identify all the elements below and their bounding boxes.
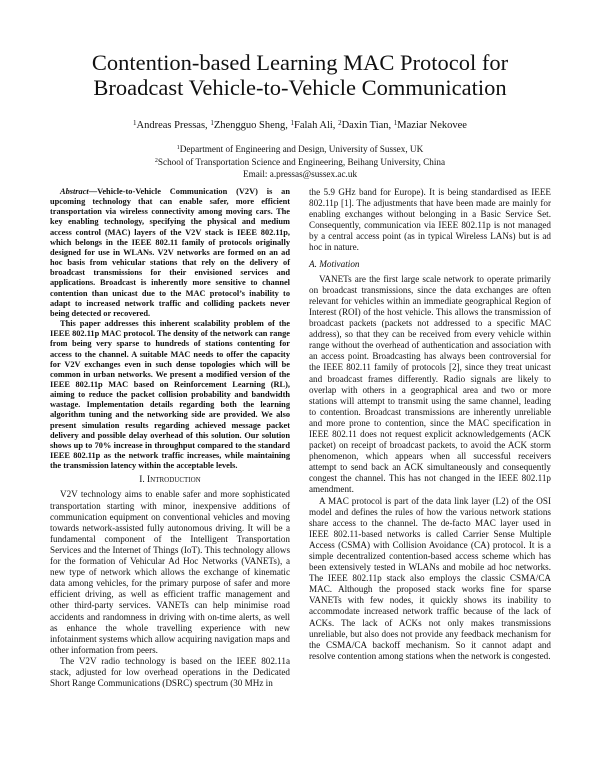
motivation-paragraph-2: A MAC protocol is part of the data link layer (L2) of the OSI model and defines the rules of how the various network stations share access to the channel. The de-facto MAC layer used in IEEE 802.11-based networks is called Carrier Sense Multiple Access (CSMA) with Collision Avoidance (CA) protocol. It is a simple decentralized contention-based access scheme which has been extensively tested in WLANs and mobile ad hoc networks. The IEEE 802.11p stack also employs the classic CSMA/CA MAC. Although the proposed stack works fine for sparse VANETs with few nodes, it quickly shows its inability to accommodate increased network traffic because of the lack of ACKs. The lack of ACKs not only makes transmissions unreliable, but also does not provide any feedback mechanism for the CSMA/CA backoff mechanism. So it cannot adapt and resolve contention among stations when the network is congested. <box>309 495 551 661</box>
intro-paragraph-2: The V2V radio technology is based on the IEEE 802.11a stack, adjusted for low overhead operations in the Dedicated Short Range Communications (DSRC) spectrum (30 MHz in <box>50 655 290 689</box>
intro-paragraph-2-continued: the 5.9 GHz band for Europe). It is being standardised as IEEE 802.11p [1]. The adjustments that have been made are mainly for enabling exchanges without belonging in a Basic Service Set. Consequently, communication via IEEE 802.11p is not managed by a central access point (as in typical Wireless LANs) but is ad hoc in nature. <box>309 187 551 253</box>
affiliations <box>40 142 560 181</box>
subsection-heading-motivation: A. Motivation <box>309 258 360 269</box>
title-line-2: Broadcast Vehicle-to-Vehicle Communication <box>93 75 507 100</box>
author-list <box>40 119 560 131</box>
abstract-text-1: —Vehicle-to-Vehicle Communication (V2V) is an upcoming technology that can enable safer, more efficient transportation via wireless connectivity among moving cars. The key enabling technology, specifying the physical and medium access control (MAC) layers of the V2V stack is IEEE 802.11p, which belongs in the IEEE 802.11 family of protocols originally designed for use in WLANs. V2V networks are formed on an ad hoc basis from vehicular stations that rely on the delivery of broadcast transmissions for their envisioned services and applications. Broadcast is inherently more sensitive to channel contention than unicast due to the MAC protocol’s inability to adapt to increased network traffic and colliding packets never being detected or recovered. <box>50 187 290 318</box>
author-email: Email: a.pressas@sussex.ac.uk <box>242 169 358 180</box>
abstract <box>50 187 290 471</box>
author-1-marker: 1 <box>133 119 137 127</box>
affiliation-1-text: Department of Engineering and Design, University of Sussex, UK <box>179 144 424 154</box>
affiliation-2 <box>40 155 560 168</box>
author-2: Zhengguo Sheng, <box>213 120 291 131</box>
affiliation-2-marker: 2 <box>154 158 158 165</box>
author-4: Daxin Tian, <box>341 120 394 131</box>
author-5-marker: 1 <box>393 119 398 127</box>
abstract-label: Abstract <box>60 187 89 196</box>
affiliation-1-marker: 1 <box>176 145 180 151</box>
author-2-marker: 1 <box>210 119 214 127</box>
author-5: Maziar Nekovee <box>397 120 467 131</box>
abstract-paragraph-1 <box>50 187 290 319</box>
section-heading-introduction: I. Introduction <box>139 475 201 486</box>
title-line-1: Contention-based Learning MAC Protocol for <box>91 50 509 75</box>
right-column <box>309 187 551 662</box>
author-4-marker: 2 <box>338 119 342 127</box>
paper-title <box>40 50 560 100</box>
intro-paragraph-1: V2V technology aims to enable safer and more sophisticated transportation starting with minor, inexpensive additions of communication equipment on conventional vehicles and moving towards network-assisted fully autonomous driving. It will be a fundamental component of the Intelligent Transportation Services and the Internet of Things (IoT). This technology allows for the formation of Vehicular Ad Hoc Networks (VANETs), a new type of network which allows the exchange of kinematic data among vehicles, for the primary purpose of safer and more efficient driving, as well as efficient traffic management and other third-party services. VANETs can help minimise road accidents and randomness in driving with on-time alerts, as well as enhance the whole travelling experience with new infotainment systems which allow acquiring navigation maps and other information from peers. <box>50 489 290 655</box>
motivation-paragraph-1: VANETs are the first large scale network to operate primarily on broadcast transmissions, since the data exchanges are often relevant for vehicles within an immediate geographical Region of Interest (ROI) of the host vehicle. This allows the transmission of broadcast packets (packets not addressed to a specific MAC address), so that they can be received from every vehicle within range without the overhead of authentication and association with an access point. Broadcasting has always been controversial for the IEEE 802.11 family of protocols [2], since they treat unicast and broadcast frames differently. Radio signals are likely to overlap with others in a geographical area and two or more stations will attempt to transmit using the same channel, leading to contention. Broadcast transmissions are inherently unreliable and more prone to contention, since the MAC specification in IEEE 802.11 does not request explicit acknowledgements (ACK packet) on receipt of broadcast packets, to avoid the ACK storm phenomenon, which appears when all successful receivers attempt to send back an ACK simultaneously and consequently congest the channel. This has not changed in the IEEE 802.11p amendment. <box>309 273 551 495</box>
author-3: Falah Ali, <box>294 120 339 131</box>
author-3-marker: 1 <box>290 119 295 127</box>
author-1: Andreas Pressas, <box>136 120 211 131</box>
affiliation-1 <box>40 142 560 155</box>
left-column <box>50 187 290 689</box>
affiliation-2-text: School of Transportation Science and Engineering, Beihang University, China <box>157 157 446 168</box>
abstract-paragraph-2: This paper addresses this inherent scalability problem of the IEEE 802.11p MAC protocol. The density of the network can range from being very sparse to hundreds of stations contenting for access to the channel. A suitable MAC needs to offer the capacity for V2V exchanges even in such dense topologies which will be common in urban networks. We present a modified version of the IEEE 802.11p MAC based on Reinforcement Learning (RL), aiming to reduce the packet collision probability and bandwidth wastage. Implementation details regarding both the learning algorithm tuning and the networking side are provided. We also present simulation results regarding achieved message packet delivery and possible delay overhead of this solution. Our solution shows up to 70% increase in throughput compared to the standard IEEE 802.11p as the network traffic increases, while maintaining the transmission latency within the acceptable levels. <box>50 319 290 471</box>
